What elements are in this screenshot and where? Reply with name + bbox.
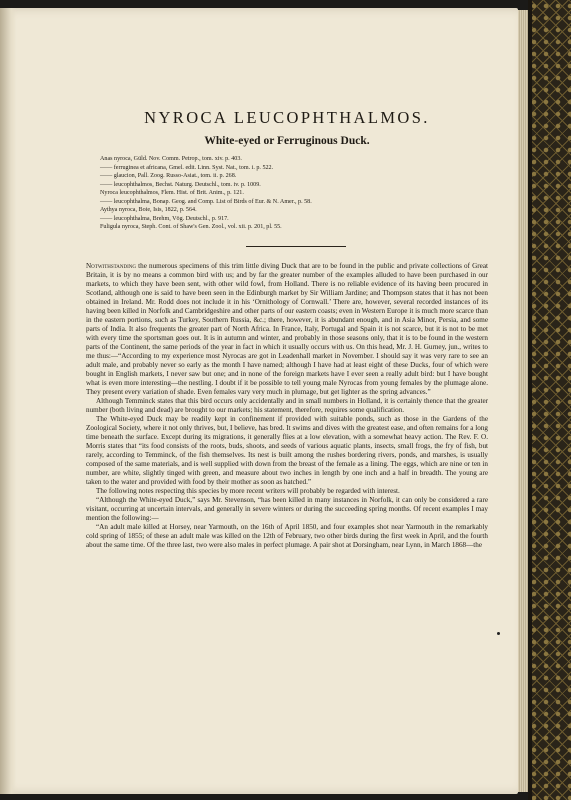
cover-inner-edge <box>528 0 532 800</box>
synonym-entry: Nyroca leucophthalmos, Flem. Hist. of Brit. Anim., p. 121. <box>100 190 244 196</box>
opening-word: Notwithstanding <box>86 262 137 270</box>
page-gutter-shadow <box>0 8 16 794</box>
section-divider-rule <box>246 246 346 247</box>
common-name-subtitle: White-eyed or Ferruginous Duck. <box>204 135 370 147</box>
paragraph: The White-eyed Duck may be readily kept in confinement if provided with suitable ponds, such as those in the Gardens of the Zoological Society, where it not only thrives, but, I believe, has bred. It swims and dives with the greatest ease, and often remains for a long time beneath the surface. Except during its migrations, it generally flies at a low elevation, with a somewhat heavy action. The Rev. F. O. Morris states that “its food consists of the roots, buds, shoots, and seeds of various aquatic plants, insects, small frogs, the fry of fish, but rarely, according to Temminck, of the fish themselves. Its nest is built among the rushes bordering rivers, ponds, and marshes, is usually composed of the same materials, and is well supplied with down from the breast of the female as a lining. The eggs, which are nine or ten in number, are white, slightly tinged with green, and measure about two inches in length by one inch and a half in breadth. The young are taken to the water and provided with food by their mother as soon as hatched.” <box>86 415 488 486</box>
synonym-entry: —— leucophthalma, Bonap. Geog. and Comp. List of Birds of Eur. & N. Amer., p. 58. <box>100 198 312 205</box>
paragraph: “An adult male killed at Horsey, near Yarmouth, on the 16th of April 1850, and four examples shot near Yarmouth in the remarkably cold spring of 1855; of these an adult male was killed on the 12th of February, two other birds during the first week in April, and the fourth about the same time. Of the three last, two were also males in perfect plumage. A pair shot at Dorsingham, near Lynn, in March 1868—the <box>86 523 488 549</box>
synonym-list <box>100 155 480 232</box>
synonym-entry: Anas nyroca, Güld. Nov. Comm. Petrop., tom. xiv. p. 403. <box>100 156 242 162</box>
synonym-entry: —— leucophthalmos, Bechst. Naturg. Deutschl., tom. iv. p. 1009. <box>100 181 261 188</box>
synonym-entry: —— ferruginea et africana, Gmel. edit. Linn. Syst. Nat., tom. i. p. 522. <box>100 164 274 171</box>
page-edges <box>518 10 528 792</box>
paragraph: The following notes respecting this species by more recent writers will probably be regarded with interest. <box>96 487 400 495</box>
paragraph: “Although the White-eyed Duck,” says Mr. Stevenson, “has been killed in many instances in Norfolk, it can only be considered a rare visitant, occurring at uncertain intervals, and generally in severe winters or during the succeeding spring months. Of recent examples I may mention the following:— <box>86 496 488 522</box>
body-text <box>86 262 488 550</box>
ink-spot <box>497 632 500 635</box>
species-title: NYROCA LEUCOPHTHALMOS. <box>144 108 430 127</box>
synonym-entry: Aythya nyroca, Boie, Isis, 1822, p. 564. <box>100 207 197 213</box>
synonym-entry: Fuligula nyroca, Steph. Cont. of Shaw's Gen. Zool., vol. xii. p. 201, pl. 55. <box>100 224 282 230</box>
paragraph <box>86 262 488 397</box>
synonym-entry: —— glaucion, Pall. Zoog. Russo-Asiat., tom. ii. p. 268. <box>100 173 237 179</box>
synonym-entry: —— leucophthalma, Brehm, Vög. Deutschl., p. 917. <box>100 215 229 222</box>
book-cover-marbled <box>528 0 571 800</box>
paragraph-text: the numerous specimens of this trim little diving Duck that are to be found in the public and private collections of Great Britain, it is by no means a common bird with us; and by far the greater number of the examples alluded to have been purchased in our markets, to which they have been sent, with other wild fowl, from Holland. There is no reliable evidence of its having been procured in Scotland, although one is said to have been seen in the Edinburgh market by Sir William Jardine; and Thompson states that it has not been obtained in Ireland. Mr. Rodd does not include it in his ‘Ornithology of Cornwall.’ There are, however, several recorded instances of its having been killed in Norfolk and Cambridgeshire and other parts of our eastern coasts; even in Western Europe it is much more scarce than in the eastern portions, such as Turkey, Southern Russia, &c.; there, however, it is abundant enough, and in Asia Minor, Persia, and some parts of India. It also frequents the greater part of North Africa. In France, Italy, Portugal and Spain it is not scarce, but it is not to be met with every time the sportsman goes out. It is in autumn and winter, and probably in those seasons only, that it is to be found in the western parts of the Continent, the same periods of the year in fact in which it usually occurs with us. On this head, Mr. J. H. Gurney, jun., writes to me thus:—“According to my experience most Nyrocas are got in Leadenhall market in November. I should say it was very rare to see an adult male, and probably never so early as the month I have named; although I have had at least eight of these Ducks, four of which were bought in English markets, I never saw but one; and in none of the foreign markets have I ever seen a really adult bird: but I have bought what is even more interesting—the nestling. I doubt if it be possible to tell young male Nyrocas from young females by the plumage alone. They present every variation of shade. Even females vary very much in plumage, but get lighter as the spring advances.” <box>86 262 488 396</box>
paragraph: Although Temminck states that this bird occurs only accidentally and in small numbers in Holland, it is certainly thence that the greater number (both living and dead) are brought to our markets; his statement, therefore, requires some qualification. <box>86 397 488 414</box>
